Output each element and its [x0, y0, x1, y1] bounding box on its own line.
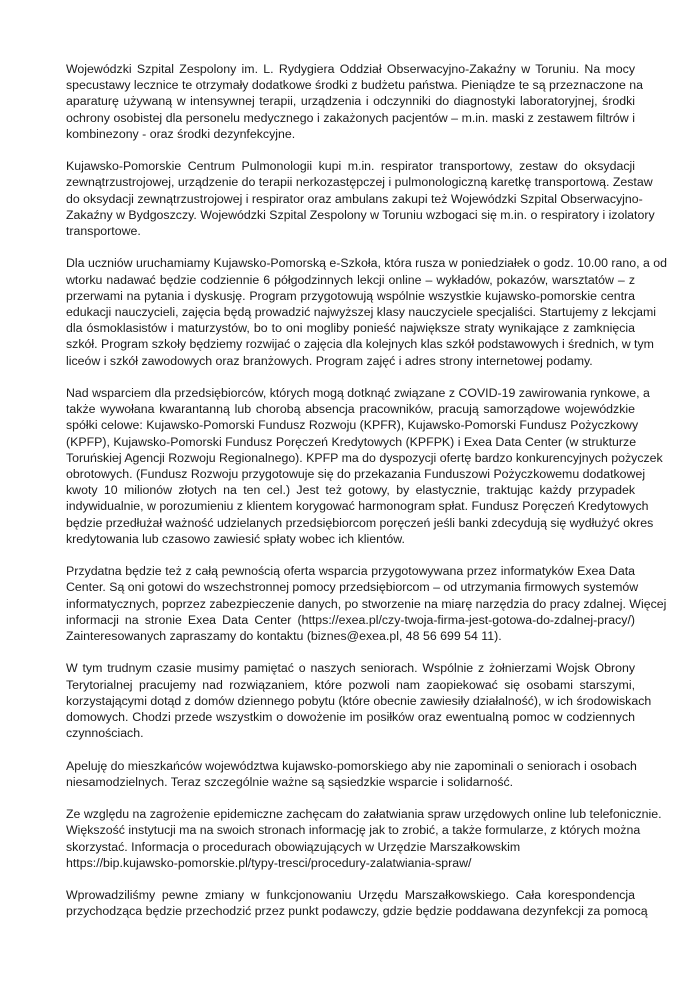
- text-line: wtorku nadawać będzie codziennie 6 półgodzinnych lekcji online – wykładów, pokazów, warsztatów – z: [66, 272, 635, 287]
- text-line: Nad wsparciem dla przedsiębiorców, których mogą dotknąć związane z COVID-19 zawirowania rynkowe, a: [66, 386, 650, 401]
- paragraph-office-changes: [66, 887, 648, 919]
- text-line: W tym trudnym czasie musimy pamiętać o naszych seniorach. Wspólnie z żołnierzami Wojsk Obrony: [66, 661, 635, 676]
- text-line: kombinezony - oraz środki dezynfekcyjne.: [66, 126, 296, 141]
- text-line: będzie przedłużał ważność udzielanych przedsiębiorcom poręczeń jeśli banki zdecydują się wydłużyć okres: [66, 515, 654, 530]
- text-line: Wprowadziliśmy pewne zmiany w funkcjonowaniu Urzędu Marszałkowskiego. Cała korespondencja: [66, 888, 635, 903]
- text-line: Wojewódzki Szpital Zespolony im. L. Rydygiera Oddział Obserwacyjno-Zakaźny w Toruniu. Na mocy: [66, 62, 635, 76]
- text-line: Zakaźny w Bydgoszczy. Wojewódzki Szpital Zespolony w Toruniu wzbogaci się m.in. o respiratory i izolatory: [66, 207, 655, 222]
- text-line: (KPFP), Kujawsko-Pomorski Fundusz Poręczeń Kredytowych (KPFPK) i Exea Data Center (w strukturze: [66, 434, 637, 449]
- text-line: kwoty 10 milionów złotych na ten cel.) Jest też gotowy, by elastycznie, traktując każdy przypadek: [66, 483, 635, 498]
- text-line: obrotowych. (Fundusz Rozwoju przygotowuje się do przekazania Funduszowi Pożyczkowemu dodatkowej: [66, 467, 646, 482]
- text-line: liceów i szkół zawodowych oraz branżowych. Program zajęć i adres strony internetowej podamy.: [66, 353, 593, 368]
- text-line: indywidualnie, w porozumieniu z klientem korygować harmonogram spłat. Fundusz Poręczeń Kredytowych: [66, 499, 649, 514]
- text-line: szkół. Program szkoły będziemy rozwijać o zajęcia dla kolejnych klas szkół podstawowych i średnich, w tym: [66, 337, 654, 352]
- text-line: Dla uczniów uruchamiamy Kujawsko-Pomorską e-Szkoła, która rusza w poniedziałek o godz. 10.00 rano, a od: [66, 256, 668, 271]
- text-line: Apeluję do mieszkańców województwa kujawsko-pomorskiego aby nie zapominali o seniorach i osobach: [66, 758, 637, 773]
- paragraph-appeal: [66, 758, 635, 790]
- text-line: niesamodzielnych. Teraz szczególnie ważne są sąsiedzkie wsparcie i solidarność.: [66, 774, 514, 789]
- paragraph-business-support: [66, 385, 663, 547]
- text-line: Kujawsko-Pomorskie Centrum Pulmonologii kupi m.in. respirator transportowy, zestaw do oksydacji: [66, 159, 635, 174]
- paragraph-online-services: [66, 806, 662, 871]
- text-line: edukacji nauczycieli, zajęcia będą prowadzić najwyższej klasy nauczyciele specjaliści. Startujemy z lekcjami: [66, 305, 657, 320]
- text-line: także wywołana kwarantanną lub chorobą absencja pracowników, pracują samorządowe wojewódzkie: [66, 402, 635, 417]
- text-line: Ze względu na zagrożenie epidemiczne zachęcam do załatwiania spraw urzędowych online lub telefonicznie.: [66, 807, 662, 822]
- text-line: kredytowania lub czasowo zawiesić spłaty wobec ich klientów.: [66, 531, 405, 546]
- text-line: Toruńskiej Agencji Rozwoju Regionalnego). KPFP ma do dyspozycji ofertę bardzo konkurencyjnych pożyczek: [66, 450, 663, 465]
- text-line: dla ósmoklasistów i maturzystów, bo to oni mogliby ponieść największe straty wynikające z zamknięcia: [66, 321, 635, 336]
- text-line: ochrony osobistej dla personelu medycznego i zakażonych pacjentów – m.in. maski z zestawem filtrów i: [66, 110, 635, 125]
- text-line: przychodząca będzie przechodzić przez punkt podawczy, gdzie będzie poddawana dezynfekcji za pomocą: [66, 904, 648, 919]
- text-line: Przydatna będzie też z całą pewnością oferta wsparcia przygotowywana przez informatyków Exea Data: [66, 564, 635, 579]
- text-line: Center. Są oni gotowi do wszechstronnej pomocy przedsiębiorcom – od utrzymania firmowych systemów: [66, 580, 639, 595]
- text-line: Zainteresowanych zapraszamy do kontaktu (biznes@exea.pl, 48 56 699 54 11).: [66, 629, 502, 644]
- text-line: Większość instytucji ma na swoich stronach informację jak to zrobić, a także formularze, z których można: [66, 823, 641, 838]
- paragraph-seniors: [66, 660, 652, 741]
- text-line: przerwami na pytania i dyskusję. Program przygotowują wspólnie wszystkie kujawsko-pomorskie centra: [66, 288, 635, 303]
- paragraph-hospital-funding: [66, 61, 644, 142]
- text-line: domowych. Chodzi przede wszystkim o dowożenie im posiłków oraz ewentualną pomoc w codziennych: [66, 710, 635, 725]
- text-line: https://bip.kujawsko-pomorskie.pl/typy-tresci/procedury-zalatwiania-spraw/: [66, 855, 472, 870]
- text-line: Terytorialnej pracujemy nad rozwiązaniem, które pozwoli nam zaopiekować się osobami starszymi,: [66, 677, 635, 692]
- text-line: specustawy lecznice te otrzymały dodatkowe środki z budżetu państwa. Pieniądze te są przeznaczone na: [66, 78, 644, 93]
- text-line: skorzystać. Informacja o procedurach obowiązujących w Urzędzie Marszałkowskim: [66, 839, 521, 854]
- text-line: transportowe.: [66, 224, 141, 239]
- paragraph-e-school: [66, 255, 668, 368]
- text-line: korzystającymi dotąd z domów dziennego pobytu (które obecnie zawiesiły działalność), w ich środowiskach: [66, 693, 652, 708]
- text-line: zewnątrzustrojowej, urządzenie do terapii nerkozastępczej i pulmonologiczną karetkę transportową. Zestaw: [66, 175, 653, 190]
- paragraph-pulmonology-center: [66, 158, 655, 239]
- text-line: spółki celowe: Kujawsko-Pomorski Fundusz Rozwoju (KPFR), Kujawsko-Pomorski Fundusz Pożyczkowy: [66, 418, 639, 433]
- text-line: czynnościach.: [66, 726, 144, 741]
- paragraph-exea-data-center: [66, 563, 667, 644]
- text-line: informacji na stronie Exea Data Center (https://exea.pl/czy-twoja-firma-jest-gotowa-do-zdalnej-pracy/): [66, 612, 635, 627]
- text-line: aparaturę używaną w intensywnej terapii, urządzenia i odczynniki do diagnostyki laboratoryjnej, środki: [66, 94, 635, 109]
- text-line: informatycznych, poprzez zabezpieczenie danych, po stworzenie na miarę narzędzia do pracy zdalnej. Więcej: [66, 596, 667, 611]
- document-body: [66, 61, 668, 936]
- text-line: do oksydacji zewnątrzustrojowej i respirator oraz ambulans zakupi też Wojewódzki Szpital Obserwacyjno-: [66, 191, 643, 206]
